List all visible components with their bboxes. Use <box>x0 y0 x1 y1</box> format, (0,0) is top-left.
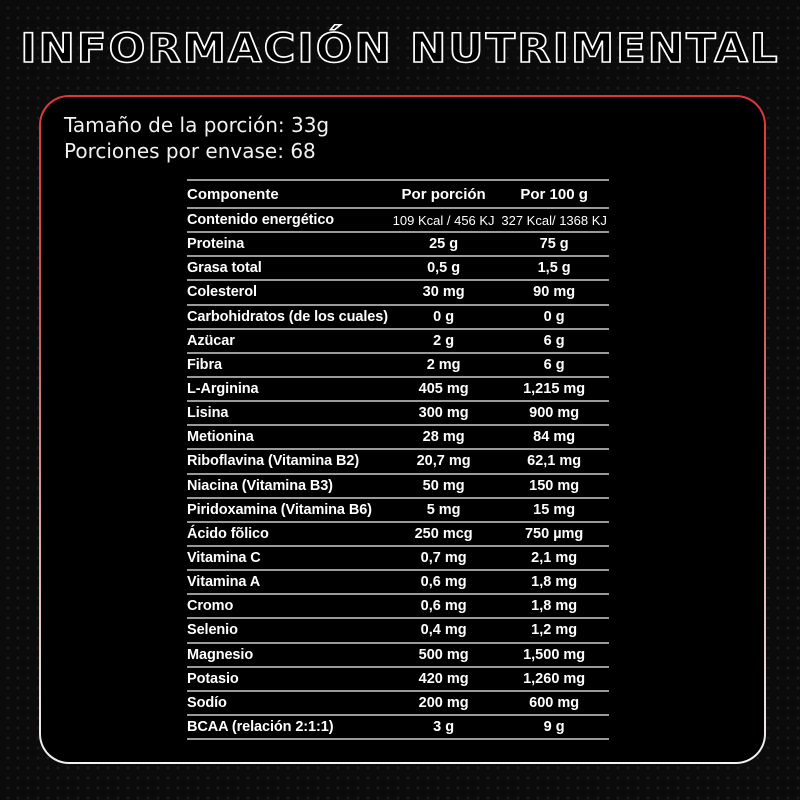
per-100g-value: 1,500 mg <box>523 646 586 663</box>
per-serving-value: 0,6 mg <box>420 574 467 591</box>
table-row <box>187 353 609 377</box>
table-row <box>187 643 609 667</box>
per-100g-value: 84 mg <box>533 429 576 446</box>
component-name: Vitamina C <box>187 550 261 567</box>
per-100g-value: 9 g <box>543 719 565 736</box>
table-row <box>187 498 609 522</box>
per-serving-value: 500 mg <box>418 646 469 663</box>
per-serving-value: 0,5 g <box>427 260 461 277</box>
per-100g-value: 327 Kcal/ 1368 KJ <box>501 212 607 228</box>
page-title: INFORMACIÓN NUTRIMENTAL <box>20 26 780 72</box>
table-row <box>187 329 609 353</box>
table-row <box>187 691 609 715</box>
per-serving-value: 109 Kcal / 456 KJ <box>392 212 495 228</box>
table-row <box>187 594 609 618</box>
component-name: Vitamina A <box>187 574 261 591</box>
component-name: BCAA (relación 2:1:1) <box>187 719 334 736</box>
component-name: Azücar <box>187 332 235 349</box>
component-name: Niacina (Vitamina B3) <box>187 477 333 494</box>
serving-size: Tamaño de la porción: 33g <box>64 113 330 137</box>
table-row <box>187 618 609 642</box>
per-serving-value: 0,6 mg <box>420 598 467 615</box>
per-serving-value: 20,7 mg <box>416 453 471 470</box>
nutrition-table <box>187 179 609 740</box>
table-row <box>187 715 609 739</box>
table-row <box>187 232 609 256</box>
per-serving-value: 200 mg <box>418 694 469 711</box>
per-100g-value: 1,260 mg <box>523 670 586 687</box>
per-100g-value: 1,2 mg <box>531 622 578 639</box>
servings-per-container: Porciones por envase: 68 <box>64 139 316 163</box>
per-100g-value: 2,1 mg <box>531 550 578 567</box>
table-row <box>187 570 609 594</box>
component-name: Colesterol <box>187 284 257 301</box>
per-serving-value: 0,7 mg <box>420 550 467 567</box>
per-100g-value: 15 mg <box>533 501 576 518</box>
table-row <box>187 546 609 570</box>
per-serving-value: 0 g <box>433 308 455 325</box>
per-serving-value: 28 mg <box>422 429 465 446</box>
per-100g-value: 1,215 mg <box>523 381 586 398</box>
component-name: Carbohidratos (de los cuales) <box>187 308 388 325</box>
per-serving-value: 420 mg <box>418 670 469 687</box>
per-100g-value: 150 mg <box>529 477 580 494</box>
table-row <box>187 377 609 401</box>
per-100g-value: 6 g <box>543 356 565 373</box>
per-serving-value: 405 mg <box>418 381 469 398</box>
per-serving-value: 250 mcg <box>414 525 473 542</box>
per-serving-value: 0,4 mg <box>420 622 467 639</box>
per-100g-value: 900 mg <box>529 405 580 422</box>
table-row <box>187 401 609 425</box>
table-row <box>187 449 609 473</box>
per-100g-value: 6 g <box>543 332 565 349</box>
component-name: Contenido energético <box>187 212 335 229</box>
per-100g-value: 75 g <box>539 236 569 253</box>
serving-info <box>64 112 329 164</box>
component-name: Metionina <box>187 429 254 446</box>
per-100g-value: 0 g <box>543 308 565 325</box>
table-row <box>187 522 609 546</box>
per-serving-value: 30 mg <box>422 284 465 301</box>
table-row <box>187 280 609 304</box>
per-100g-value: 1,8 mg <box>531 598 578 615</box>
table-header-row <box>187 180 609 208</box>
component-name: Riboflavina (Vitamina B2) <box>187 453 360 470</box>
per-serving-value: 300 mg <box>418 405 469 422</box>
per-serving-value: 25 g <box>429 236 459 253</box>
per-serving-value: 2 g <box>433 332 455 349</box>
per-serving-value: 2 mg <box>426 356 461 373</box>
component-name: Selenio <box>187 622 238 639</box>
table-row <box>187 425 609 449</box>
component-name: Piridoxamina (Vitamina B6) <box>187 501 372 518</box>
header-per-serving: Por porción <box>401 185 486 203</box>
per-serving-value: 5 mg <box>426 501 461 518</box>
per-serving-value: 50 mg <box>422 477 465 494</box>
per-serving-value: 3 g <box>433 719 455 736</box>
per-100g-value: 62,1 mg <box>527 453 582 470</box>
component-name: Grasa total <box>187 260 262 277</box>
component-name: Proteina <box>187 236 245 253</box>
per-100g-value: 600 mg <box>529 694 580 711</box>
table-row <box>187 474 609 498</box>
header-per-100g: Por 100 g <box>520 185 588 203</box>
component-name: Ácido fõlico <box>187 525 269 542</box>
component-name: Cromo <box>187 598 234 615</box>
table-row <box>187 208 609 232</box>
per-100g-value: 1,8 mg <box>531 574 578 591</box>
table-row <box>187 256 609 280</box>
per-100g-value: 1,5 g <box>537 260 571 277</box>
component-name: Sodío <box>187 694 227 711</box>
per-100g-value: 750 µmg <box>524 525 584 542</box>
per-100g-value: 90 mg <box>533 284 576 301</box>
component-name: Lisina <box>187 405 229 422</box>
table-row <box>187 667 609 691</box>
component-name: Magnesio <box>187 646 254 663</box>
component-name: Potasio <box>187 670 239 687</box>
table-row <box>187 305 609 329</box>
component-name: Fibra <box>187 356 222 373</box>
component-name: L-Arginina <box>187 381 259 398</box>
header-component: Componente <box>187 185 279 203</box>
